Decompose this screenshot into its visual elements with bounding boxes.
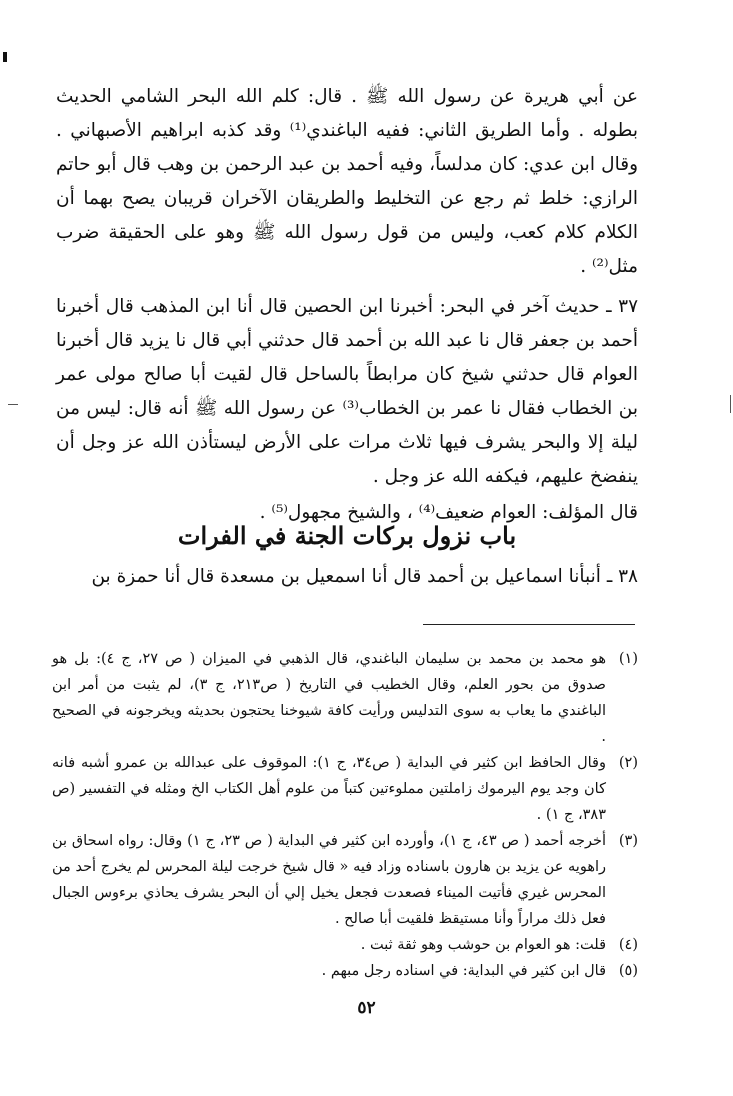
footnotes-list bbox=[52, 646, 638, 984]
page-number: ٥٢ bbox=[357, 998, 376, 1018]
text-line: أخبرنا أحمد بن جعفر قال نا عبد الله بن أحمد قال حدثني أبي قال نا يزيد قال bbox=[56, 296, 638, 351]
chapter-heading: باب نزول بركات الجنة في الفرات bbox=[177, 521, 517, 550]
scan-edge-tick-right bbox=[730, 395, 731, 413]
paragraph-continuation bbox=[56, 80, 638, 284]
footnote-divider bbox=[423, 624, 635, 625]
footnote-number: (١) bbox=[618, 651, 638, 667]
footnote-number: (٥) bbox=[618, 963, 638, 979]
text-line: ٣٧ ـ حديث آخر في البحر: أخبرنا ابن الحصين قال أنا ابن المذهب قال bbox=[105, 296, 639, 317]
scan-edge-tick-left bbox=[8, 404, 18, 405]
footnote-number: (٤) bbox=[618, 937, 638, 953]
text-line: وأما الطريق الثاني: ففيه الباغندي⁽¹⁾ وقد كذبه ابراهيم الأصبهاني . وقال ابن bbox=[56, 120, 638, 175]
text-line: كعب، وليس من قول رسول الله ﷺ وهو على الحقيقة ضرب مثل⁽²⁾ . bbox=[56, 222, 638, 277]
text-line: عن أبي هريرة عن رسول الله ﷺ . قال: كلم الله البحر الشامي الحديث بطوله . bbox=[56, 86, 638, 141]
text-line: عمر بن الخطاب فقال نا عمر بن الخطاب⁽³⁾ عن رسول الله ﷺ أنه قال: ليس bbox=[56, 364, 638, 419]
footnote-5 bbox=[52, 958, 638, 984]
footnote-text: أخرجه أحمد ( ص ٤٣، ج ١)، وأورده ابن كثير في البداية ( ص ٢٣، ج ١) وقال: رواه اسحاق بن راهويه عن يزيد بن هارون باسناده وزاد فيه « قال شيخ خرجت ليلة المحرس لم يخرج أحد من المحرس غيري فأتيت الميناء فصعدت فجعل يخيل إلي أن البحر يشرف يحاذي برءوس الجبال فعل ذلك مراراً وأنا مستيقظ فلقيت أبا صالح . bbox=[52, 833, 606, 927]
text-line: قال المؤلف: العوام ضعيف⁽⁴⁾ ، والشيخ مجهول⁽⁵⁾ . bbox=[259, 502, 638, 523]
footnote-4 bbox=[52, 932, 638, 958]
footnote-number: (٣) bbox=[618, 833, 638, 849]
footnote-text: هو محمد بن محمد بن سليمان الباغندي، قال الذهبي في الميزان ( ص ٢٧، ج ٤): بل هو صدوق من بحور العلم، وقال الخطيب في التاريخ ( ص٢١٣، ج ٣)، لم يثبت من أمر ابن الباغندي ما يعاب به سوى التدليس ورأيت كافة شيوخنا يحتجون بحديثه ويخرجونه في الصحيح . bbox=[52, 651, 606, 745]
scan-edge-mark bbox=[3, 52, 7, 62]
footnote-1 bbox=[52, 646, 638, 750]
text-line: خلط ثم رجع عن التخليط والطريقان الآخران قريبان يصح بهما أن الكلام كلام bbox=[56, 188, 638, 243]
footnote-text: قلت: هو العوام بن حوشب وهو ثقة ثبت . bbox=[360, 937, 606, 953]
text-line: عدي: كان مدلساً، وفيه أحمد بن عبد الرحمن بن وهب قال أبو حاتم الرازي: bbox=[56, 154, 638, 209]
paragraph-hadith-37 bbox=[56, 290, 638, 494]
text-line: أن ينفضخ عليهم، فيكفه الله عز وجل . bbox=[56, 432, 638, 487]
footnote-text: وقال الحافظ ابن كثير في البداية ( ص٣٤، ج ١): الموقوف على عبدالله بن عمرو أشبه فانه كان وجد يوم اليرموك زاملتين مملوءتين كتباً من علوم أهل الكتاب الخ ومثله في التفسير (ص ٣٨٣، ج ١) . bbox=[52, 755, 606, 823]
footnote-3 bbox=[52, 828, 638, 932]
footnote-text: قال ابن كثير في البداية: في اسناده رجل مبهم . bbox=[321, 963, 606, 979]
footnote-number: (٢) bbox=[618, 755, 638, 771]
paragraph-hadith-38: ٣٨ ـ أنبأنا اسماعيل بن أحمد قال أنا اسمعيل بن مسعدة قال أنا حمزة بن bbox=[91, 566, 638, 587]
text-line: أخبرنا العوام قال حدثني شيخ كان مرابطاً بالساحل قال لقيت أبا صالح مولى bbox=[56, 330, 638, 385]
main-text bbox=[56, 80, 638, 530]
footnote-2 bbox=[52, 750, 638, 828]
text-line: من ليلة إلا والبحر يشرف فيها ثلاث مرات على الأرض ليستأذن الله عز وجل bbox=[56, 398, 638, 453]
